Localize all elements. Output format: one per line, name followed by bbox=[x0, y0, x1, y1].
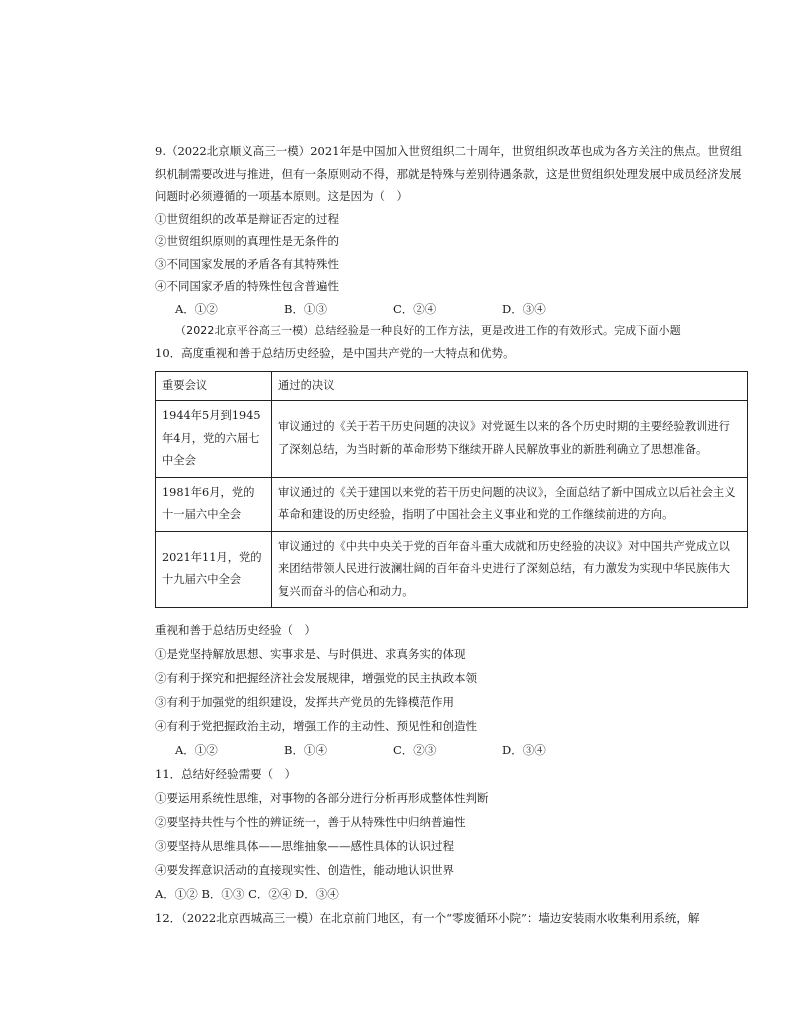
q10-item: ④有利于党把握政治主动，增强工作的主动性、预见性和创造性 bbox=[155, 719, 477, 733]
q9-option-c: C．②④ bbox=[393, 301, 437, 316]
q10-stem: 10．高度重视和善于总结历史经验，是中国共产党的一大特点和优势。 bbox=[155, 346, 515, 360]
q9-option-a: A．①② bbox=[175, 301, 218, 316]
q11-stem: 11．总结好经验需要（ ） bbox=[155, 767, 297, 781]
q9-option-b: B．①③ bbox=[284, 301, 327, 316]
q11-item: ③要坚持从思维具体——思维抽象——感性具体的认识过程 bbox=[155, 839, 454, 853]
document-page bbox=[155, 140, 750, 930]
table-cell-resolution: 审议通过的《关于若干历史问题的决议》对党诞生以来的各个历史时期的主要经验教训进行了深刻总结，为当时新的革命形势下继续开辟人民解放事业的新胜利确立了思想准备。 bbox=[272, 401, 748, 478]
group-intro: （2022北京平谷高三一模）总结经验是一种良好的工作方法，更是改进工作的有效形式。完成下面小题 bbox=[175, 324, 681, 337]
table-row bbox=[156, 401, 748, 478]
table-header-resolution: 通过的决议 bbox=[272, 371, 748, 401]
table-header-row bbox=[156, 371, 748, 401]
q9-item: ④不同国家矛盾的特殊性包含普遍性 bbox=[155, 279, 339, 293]
table-cell-meeting: 1981年6月，党的十一届六中全会 bbox=[156, 477, 272, 531]
q10-item: ②有利于探究和把握经济社会发展规律，增强党的民主执政本领 bbox=[155, 671, 477, 685]
q10-item: ③有利于加强党的组织建设，发挥共产党员的先锋模范作用 bbox=[155, 695, 454, 709]
table-cell-resolution: 审议通过的《关于建国以来党的若干历史问题的决议》，全面总结了新中国成立以后社会主义革命和建设的历史经验，指明了中国社会主义事业和党的工作继续前进的方向。 bbox=[272, 477, 748, 531]
q9-option-d: D．③④ bbox=[502, 301, 546, 316]
table-header-meeting: 重要会议 bbox=[156, 371, 272, 401]
q10-option-d: D．③④ bbox=[502, 743, 546, 757]
q9-item: ①世贸组织的改革是辩证否定的过程 bbox=[155, 211, 339, 226]
table-cell-meeting: 1944年5月到1945年4月，党的六届七中全会 bbox=[156, 401, 272, 478]
q11-item: ②要坚持共性与个性的辨证统一，善于从特殊性中归纳普遍性 bbox=[155, 815, 466, 829]
q10-item: ①是党坚持解放思想、实事求是、与时俱进、求真务实的体现 bbox=[155, 647, 466, 661]
table-row bbox=[156, 477, 748, 531]
q10-option-a: A．①② bbox=[175, 743, 218, 757]
q11-options: A．①② B．①③ C．②④ D．③④ bbox=[155, 887, 339, 901]
q12-stem: 12．（2022北京西城高三一模）在北京前门地区，有一个“零废循环小院”：墙边安装雨水收集利用系统，解 bbox=[155, 911, 700, 925]
table-cell-resolution: 审议通过的《中共中央关于党的百年奋斗重大成就和历史经验的决议》对中国共产党成立以来团结带领人民进行波澜壮阔的百年奋斗史进行了深刻总结，有力激发为实现中华民族伟大复兴而奋斗的信心和动力。 bbox=[272, 531, 748, 608]
q9-item: ②世贸组织原则的真理性是无条件的 bbox=[155, 234, 339, 248]
table-cell-meeting: 2021年11月，党的十九届六中全会 bbox=[156, 531, 272, 608]
table-row bbox=[156, 531, 748, 608]
q10-option-b: B．①④ bbox=[284, 743, 327, 757]
q9-stem: 9.（2022北京顺义高三一模）2021年是中国加入世贸组织二十周年，世贸组织改革也成为各方关注的焦点。世贸组织机制需要改进与推进，但有一条原则动不得，那就是特殊与差别待遇条款，这是世贸组织处理发展中成员经济发展问题时必须遵循的一项基本原则。这是因为（ ） bbox=[155, 144, 742, 203]
q11-item: ①要运用系统性思维，对事物的各部分进行分析再形成整体性判断 bbox=[155, 791, 489, 805]
q10-option-c: C．②③ bbox=[393, 743, 437, 757]
q11-item: ④要发挥意识活动的直接现实性、创造性，能动地认识世界 bbox=[155, 863, 454, 877]
q9-item: ③不同国家发展的矛盾各有其特殊性 bbox=[155, 256, 339, 271]
q9-options bbox=[155, 298, 750, 321]
meetings-table bbox=[155, 371, 748, 609]
q10-question: 重视和善于总结历史经验（ ） bbox=[155, 623, 316, 637]
q10-options bbox=[155, 738, 750, 762]
